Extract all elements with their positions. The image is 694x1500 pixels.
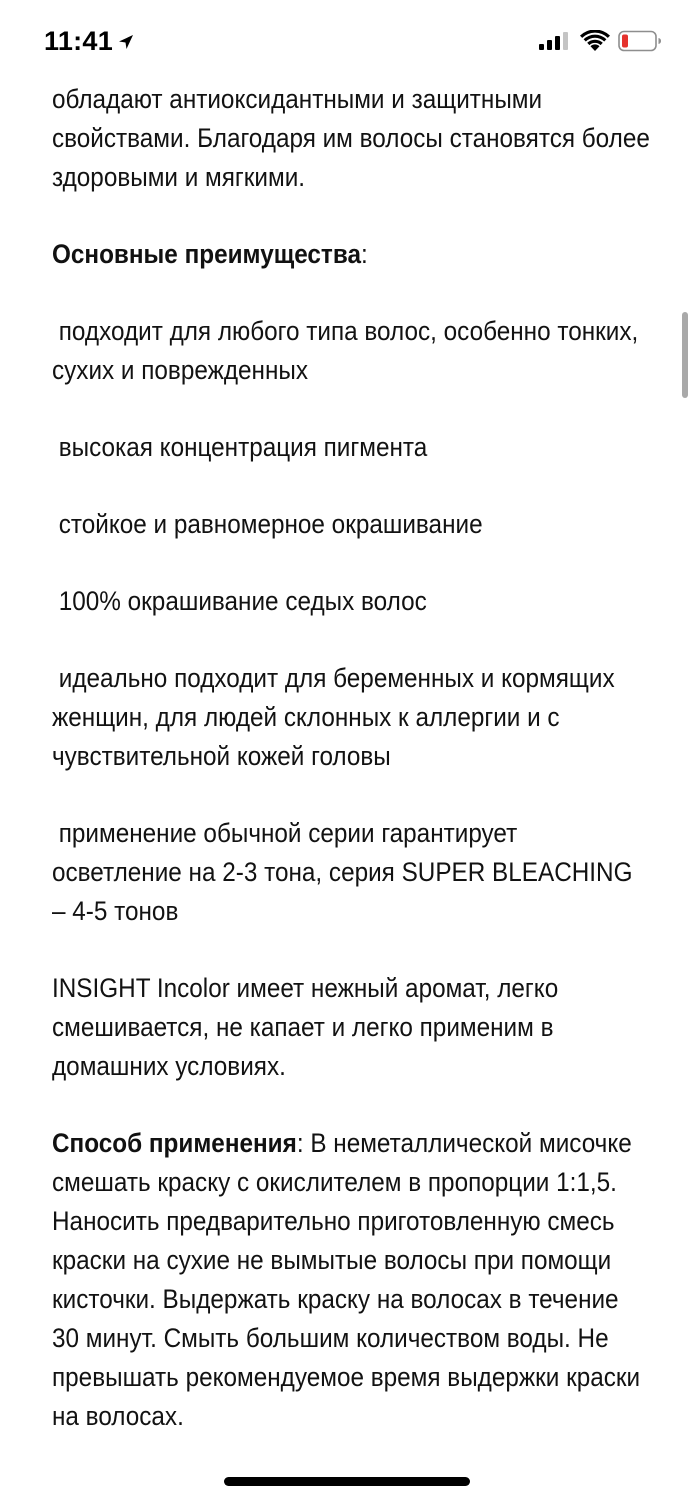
usage-text: : В неметаллической мисочке смешать краску с окислителем в пропорции 1:1,5. Наносить предварительно приготовленную смесь краски на сухие не вымытые волосы при помощи кисточки. Выдержать краску на волосах в течение 30 минут. Смыть большим количеством воды. Не превышать рекомендуемое время выдержки краски на волосах.: [52, 1128, 647, 1431]
benefit-item: подходит для любого типа волос, особенно тонких, сухих и поврежденных: [52, 316, 646, 385]
status-time: [44, 26, 135, 57]
scroll-indicator[interactable]: [682, 312, 688, 398]
home-indicator[interactable]: [224, 1477, 470, 1486]
intro-paragraph: обладают антиоксидантными и защитными свойствами. Благодаря им волосы становятся более здоровыми и мягкими.: [52, 84, 657, 192]
article-content: [52, 80, 657, 1474]
benefit-item: 100% окрашивание седых волос: [52, 586, 427, 616]
product-paragraph: INSIGHT Incolor имеет нежный аромат, легко смешивается, не капает и легко применим в домашних условиях.: [52, 973, 565, 1081]
wifi-icon: [580, 30, 610, 52]
benefits-heading-colon: :: [360, 239, 368, 269]
location-arrow-icon: [117, 33, 135, 51]
benefit-item: идеально подходит для беременных и кормящих женщин, для людей склонных к аллергии и с чувствительной кожей головы: [52, 663, 622, 771]
benefit-item: применение обычной серии гарантирует осветление на 2-3 тона, серия SUPER BLEACHING – 4-5 тонов: [52, 818, 640, 926]
benefits-heading-paragraph: [52, 235, 652, 274]
benefit-item: стойкое и равномерное окрашивание: [52, 509, 483, 539]
benefits-heading: Основные преимущества: [52, 239, 361, 269]
status-bar: [0, 0, 694, 80]
benefit-item: высокая концентрация пигмента: [52, 432, 428, 462]
status-time-text: 11:41: [44, 26, 114, 56]
usage-heading: Способ применения: [52, 1128, 297, 1158]
usage-paragraph: [52, 1124, 652, 1436]
cellular-signal-icon: [538, 31, 572, 51]
battery-low-icon: [618, 30, 662, 52]
status-icons: [538, 30, 662, 52]
